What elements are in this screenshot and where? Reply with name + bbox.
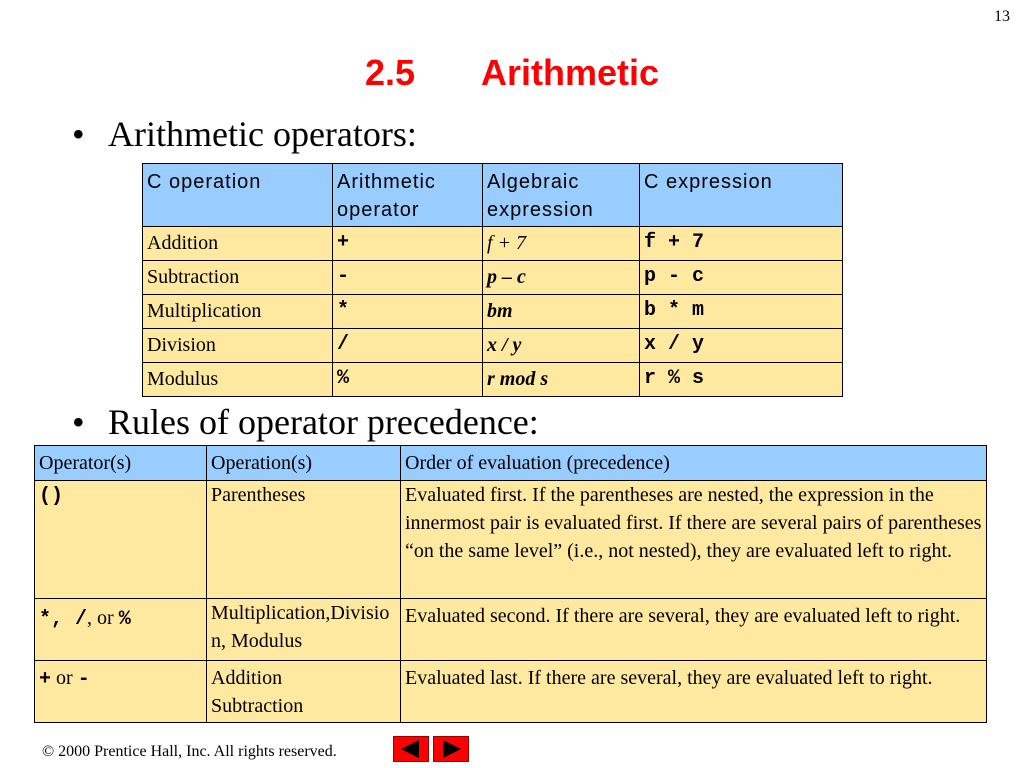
algebraic-cell: r mod s bbox=[483, 363, 640, 397]
c-operation-cell: Addition bbox=[143, 227, 333, 261]
table-row bbox=[143, 227, 843, 261]
header-cell: Algebraic expression bbox=[483, 164, 640, 227]
table-header-row bbox=[143, 164, 843, 227]
order-cell: Evaluated second. If there are several, they are evaluated left to right. bbox=[401, 599, 987, 661]
bullet-dot-icon: • bbox=[72, 114, 85, 154]
operators-cell bbox=[35, 661, 207, 723]
operation-cell: Multiplication,Division, Modulus bbox=[207, 599, 401, 661]
operator-precedence-table bbox=[34, 445, 987, 723]
operator-separator: or bbox=[51, 667, 78, 689]
c-expression-cell: b * m bbox=[640, 295, 843, 329]
operator-cell: / bbox=[333, 329, 483, 363]
order-cell: Evaluated first. If the parentheses are nested, the expression in the innermost pair is evaluated first. If there are several pairs of parentheses “on the same level” (i.e., not nested), they are evaluated left to right. bbox=[401, 481, 987, 599]
table-row bbox=[143, 363, 843, 397]
c-operation-cell: Multiplication bbox=[143, 295, 333, 329]
page-number: 13 bbox=[994, 8, 1010, 25]
table-row bbox=[143, 295, 843, 329]
table-row bbox=[35, 481, 987, 599]
operators-cell bbox=[35, 481, 207, 599]
bullet-dot-icon: • bbox=[72, 402, 85, 442]
previous-slide-button[interactable] bbox=[393, 736, 429, 762]
bullet-operator-precedence bbox=[72, 402, 539, 442]
operator-cell: * bbox=[333, 295, 483, 329]
header-cell: C expression bbox=[640, 164, 843, 227]
c-expression-cell: f + 7 bbox=[640, 227, 843, 261]
algebraic-cell: x / y bbox=[483, 329, 640, 363]
c-operation-cell: Modulus bbox=[143, 363, 333, 397]
next-slide-button[interactable] bbox=[433, 736, 469, 762]
operator-symbol: () bbox=[39, 485, 64, 508]
c-operation-cell: Division bbox=[143, 329, 333, 363]
operation-cell: Addition Subtraction bbox=[207, 661, 401, 723]
order-cell: Evaluated last. If there are several, they are evaluated left to right. bbox=[401, 661, 987, 723]
arithmetic-operators-table bbox=[142, 163, 843, 397]
c-operation-cell: Subtraction bbox=[143, 261, 333, 295]
table-header-row bbox=[35, 446, 987, 481]
header-cell: Operation(s) bbox=[207, 446, 401, 481]
algebraic-cell: p – c bbox=[483, 261, 640, 295]
table-row bbox=[143, 261, 843, 295]
table-row bbox=[35, 661, 987, 723]
operator-symbol: + bbox=[39, 668, 52, 691]
copyright-footer: © 2000 Prentice Hall, Inc. All rights reserved. bbox=[42, 743, 337, 760]
section-number: 2.5 bbox=[364, 52, 415, 93]
operator-symbol: * bbox=[39, 608, 52, 631]
algebraic-cell: bm bbox=[483, 295, 640, 329]
slide-title bbox=[0, 52, 1024, 94]
c-expression-cell: x / y bbox=[640, 329, 843, 363]
section-title: Arithmetic bbox=[481, 52, 660, 93]
operator-cell: - bbox=[333, 261, 483, 295]
c-expression-cell: p - c bbox=[640, 261, 843, 295]
header-cell: Order of evaluation (precedence) bbox=[401, 446, 987, 481]
right-arrow-icon bbox=[434, 737, 468, 761]
header-cell: Arithmetic operator bbox=[333, 164, 483, 227]
operator-cell: + bbox=[333, 227, 483, 261]
operators-cell bbox=[35, 599, 207, 661]
header-cell: C operation bbox=[143, 164, 333, 227]
operator-symbol: / bbox=[75, 608, 88, 631]
header-cell: Operator(s) bbox=[35, 446, 207, 481]
operator-separator: , bbox=[51, 608, 76, 631]
bullet-text: Arithmetic operators: bbox=[108, 114, 417, 154]
operator-separator: , or bbox=[87, 607, 119, 629]
operation-cell: Parentheses bbox=[207, 481, 401, 599]
c-expression-cell: r % s bbox=[640, 363, 843, 397]
bullet-arithmetic-operators bbox=[72, 114, 417, 154]
table-row bbox=[35, 599, 987, 661]
operator-symbol: % bbox=[118, 608, 131, 631]
operator-cell: % bbox=[333, 363, 483, 397]
table-row bbox=[143, 329, 843, 363]
left-arrow-icon bbox=[394, 737, 428, 761]
bullet-text: Rules of operator precedence: bbox=[108, 402, 539, 442]
operator-symbol: - bbox=[77, 668, 90, 691]
algebraic-cell: f + 7 bbox=[483, 227, 640, 261]
